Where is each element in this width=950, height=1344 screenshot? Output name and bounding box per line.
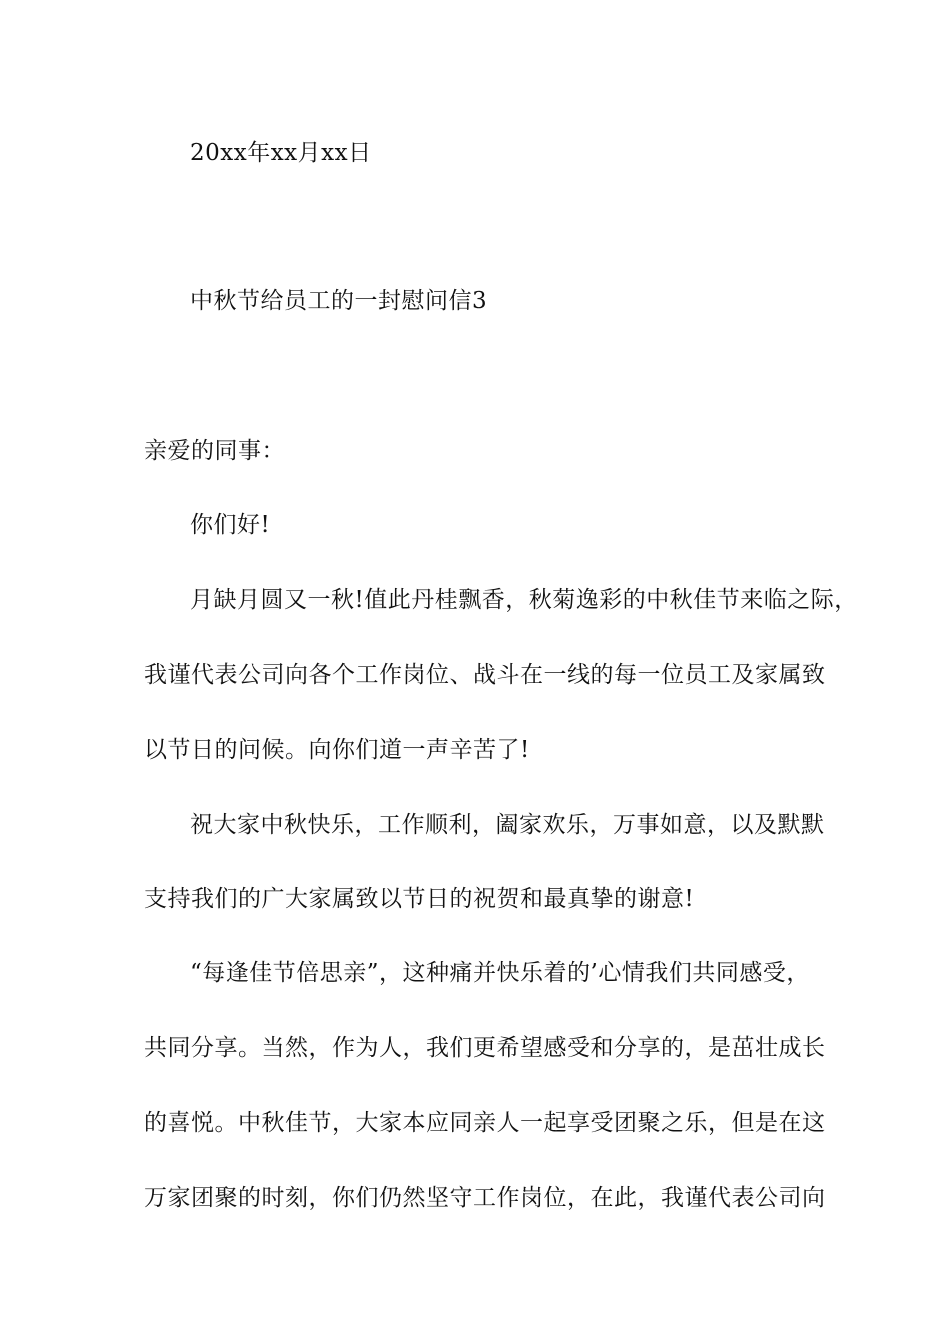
paragraph-line: 共同分享。当然，作为人，我们更希望感受和分享的，是茁壮成长 xyxy=(144,1035,826,1061)
letter-date: 20xx年xx月xx日 xyxy=(190,140,372,166)
letter-title: 中秋节给员工的一封慰问信3 xyxy=(190,288,488,314)
paragraph-line: 我谨代表公司向各个工作岗位、战斗在一线的每一位员工及家属致 xyxy=(144,662,826,688)
paragraph-line: 万家团聚的时刻，你们仍然坚守工作岗位，在此，我谨代表公司向 xyxy=(144,1185,826,1211)
paragraph-line: 支持我们的广大家属致以节日的祝贺和最真挚的谢意! xyxy=(144,886,695,912)
paragraph-line: 以节日的问候。向你们道一声辛苦了! xyxy=(144,737,530,763)
paragraph-line: “每逢佳节倍思亲”，这种痛并快乐着的’心情我们共同感受， xyxy=(190,960,810,986)
paragraph-line: 祝大家中秋快乐，工作顺利，阖家欢乐，万事如意，以及默默 xyxy=(190,812,825,838)
salutation: 亲爱的同事： xyxy=(144,438,285,464)
paragraph-line: 月缺月圆又一秋!值此丹桂飘香，秋菊逸彩的中秋佳节来临之际， xyxy=(190,587,858,613)
paragraph-line: 的喜悦。中秋佳节，大家本应同亲人一起享受团聚之乐，但是在这 xyxy=(144,1110,826,1136)
greeting: 你们好! xyxy=(190,512,271,538)
